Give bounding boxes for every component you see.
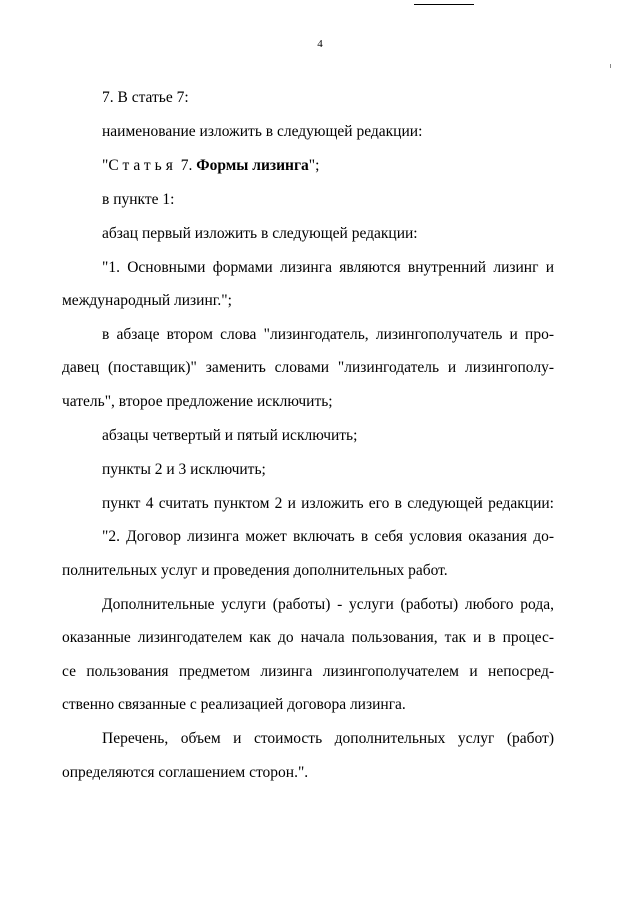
text-line: "1. Основными формами лизинга являются внутренний лизинг и xyxy=(102,259,554,276)
spaced-word: Статья xyxy=(108,157,177,174)
text-line: оказанные лизингодателем как до начала пользования, так и в процес- xyxy=(62,629,554,646)
text-line: "2. Договор лизинга может включать в себя условия оказания до- xyxy=(102,528,554,545)
text-line: чатель", второе предложение исключить; xyxy=(62,393,333,410)
text-line: се пользования предметом лизинга лизингополучателем и непосред- xyxy=(62,663,554,680)
text-line: ственно связанные с реализацией договора лизинга. xyxy=(62,696,406,713)
article-title-bold: Формы лизинга xyxy=(196,157,309,174)
text-line: Дополнительные услуги (работы) - услуги (работы) любого рода, xyxy=(102,596,554,613)
text-line: наименование изложить в следующей редакции: xyxy=(102,123,423,140)
margin-mark xyxy=(610,64,611,68)
quote-open: " xyxy=(102,157,109,174)
text-line: в абзаце втором слова "лизингодатель, лизингополучатель и про- xyxy=(102,326,554,343)
text-line: абзац первый изложить в следующей редакции: xyxy=(102,225,418,242)
top-rule xyxy=(414,4,474,5)
article-number: 7. xyxy=(176,157,197,174)
text-line: международный лизинг."; xyxy=(62,292,232,309)
text-line: Перечень, объем и стоимость дополнительных услуг (работ) xyxy=(102,730,554,747)
article-title-line xyxy=(102,156,319,176)
text-line: полнительных услуг и проведения дополнительных работ. xyxy=(62,562,448,579)
page-number: 4 xyxy=(317,38,323,50)
text-line: в пункте 1: xyxy=(102,191,175,208)
text-line: определяются соглашением сторон.". xyxy=(62,764,309,781)
text-line: пункты 2 и 3 исключить; xyxy=(102,461,266,478)
text-line: абзацы четвертый и пятый исключить; xyxy=(102,427,358,444)
text-line: пункт 4 считать пунктом 2 и изложить его в следующей редакции: xyxy=(102,495,554,512)
quote-close: "; xyxy=(308,157,320,174)
text-line: давец (поставщик)" заменить словами "лизингодатель и лизингополу- xyxy=(62,359,554,376)
article-heading-line: 7. В статье 7: xyxy=(102,89,189,106)
